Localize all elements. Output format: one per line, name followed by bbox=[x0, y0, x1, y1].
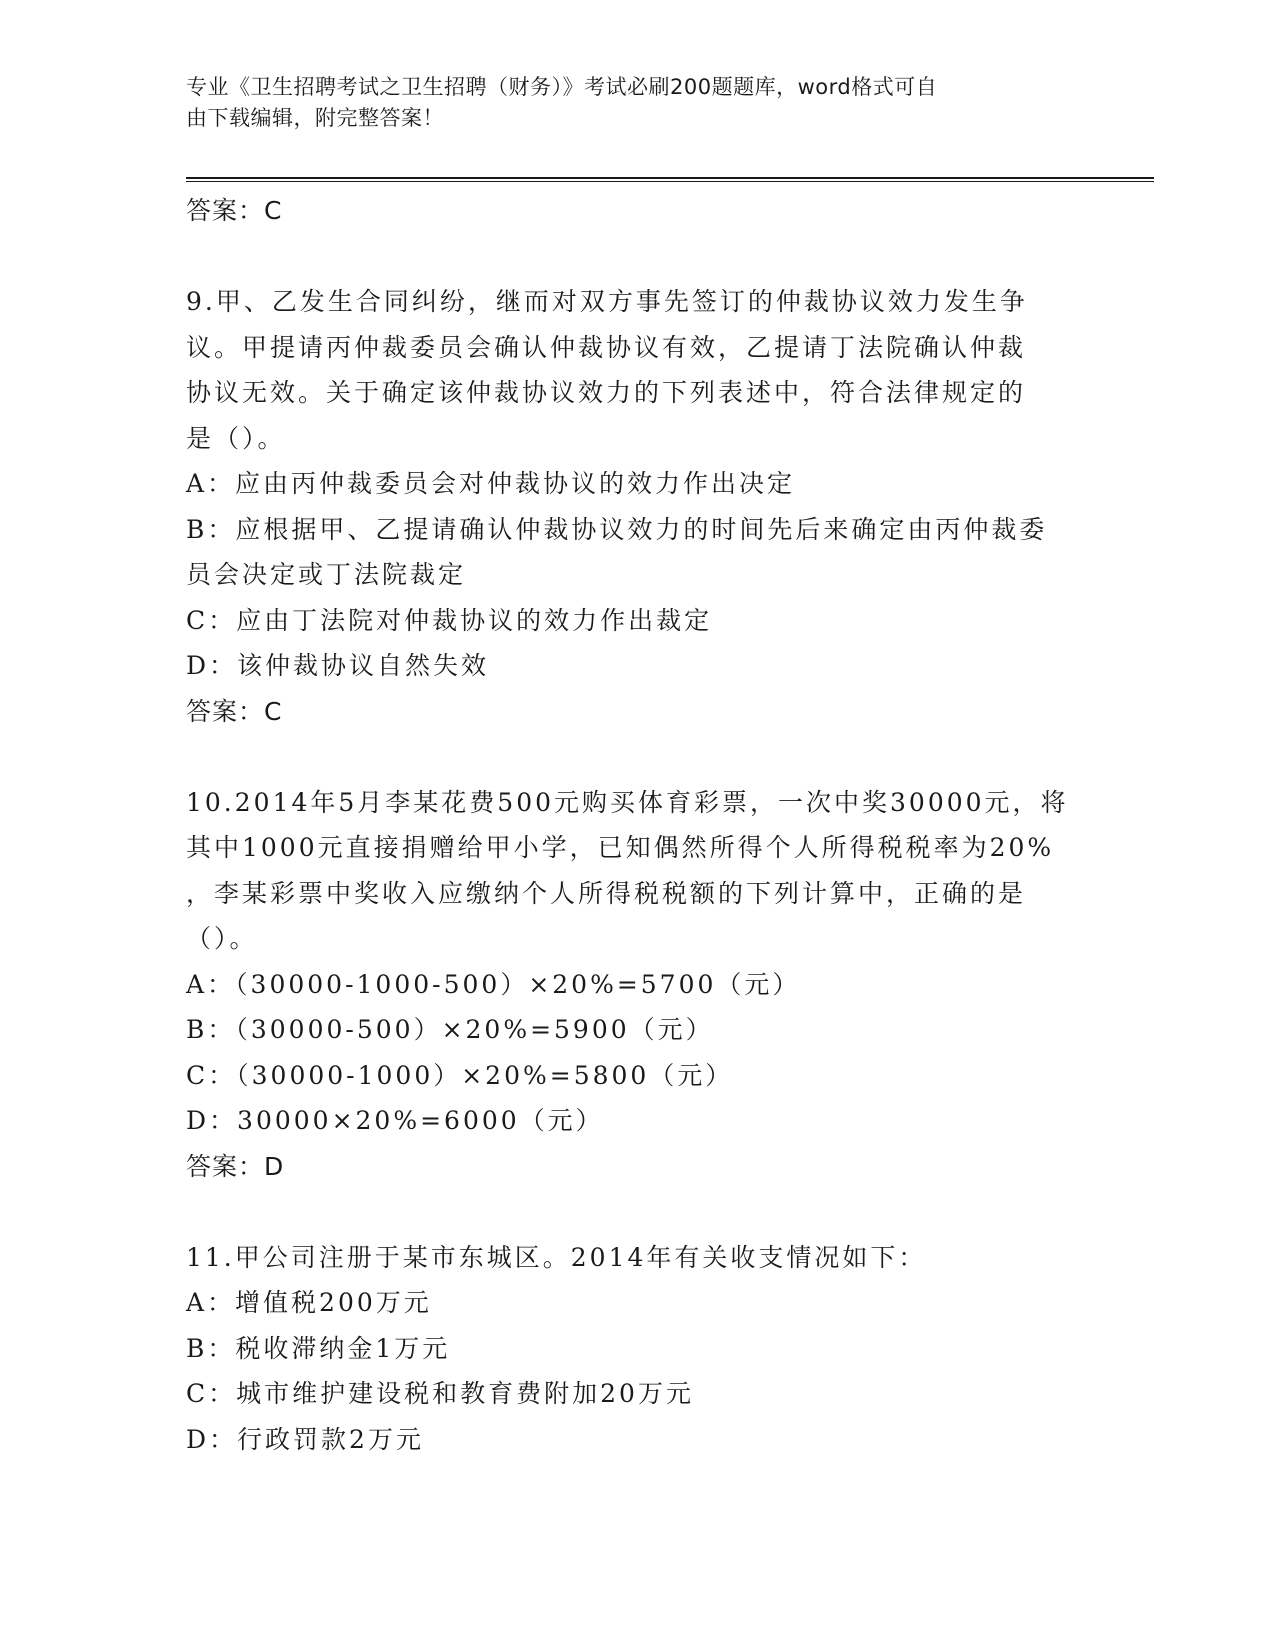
spacer bbox=[186, 234, 1086, 280]
option-a: A：增值税200万元 bbox=[186, 1288, 432, 1317]
option-b-continued: 员会决定或丁法院裁定 bbox=[186, 560, 467, 589]
header-divider bbox=[186, 177, 1154, 179]
spacer bbox=[186, 734, 1086, 780]
question-stem-line: 是（）。 bbox=[186, 423, 286, 453]
question-content bbox=[186, 188, 1086, 1462]
question-stem-line: 11.甲公司注册于某市东城区。2014年有关收支情况如下： bbox=[186, 1242, 927, 1272]
question-stem-line: 议。甲提请丙仲裁委员会确认仲裁协议有效，乙提请丁法院确认仲裁 bbox=[186, 332, 1027, 362]
answer: 答案：C bbox=[186, 696, 283, 726]
option-a: A：应由丙仲裁委员会对仲裁协议的效力作出决定 bbox=[186, 469, 796, 498]
header-divider-thin bbox=[186, 181, 1154, 182]
question-stem-line: （）。 bbox=[186, 924, 258, 953]
question-10 bbox=[186, 780, 1086, 1190]
option-d: D：行政罚款2万元 bbox=[186, 1424, 424, 1454]
option-d: D：30000×20%=6000（元） bbox=[186, 1106, 604, 1135]
option-b: B：税收滞纳金1万元 bbox=[186, 1333, 451, 1363]
option-b: B：应根据甲、乙提请确认仲裁协议效力的时间先后来确定由丙仲裁委 bbox=[186, 514, 1048, 544]
option-c: C：（30000-1000）×20%=5800（元） bbox=[186, 1060, 734, 1090]
question-stem-line: 其中1000元直接捐赠给甲小学，已知偶然所得个人所得税税率为20% bbox=[186, 833, 1055, 862]
option-b: B：（30000-500）×20%=5900（元） bbox=[186, 1015, 714, 1044]
question-stem-line: 协议无效。关于确定该仲裁协议效力的下列表述中，符合法律规定的 bbox=[186, 378, 1027, 407]
header-line-1: 专业《卫生招聘考试之卫生招聘（财务）》考试必刷200题题库，word格式可自 bbox=[186, 75, 938, 99]
question-stem-line: ，李某彩票中奖收入应缴纳个人所得税税额的下列计算中，正确的是 bbox=[186, 878, 1027, 908]
previous-answer: 答案：C bbox=[186, 196, 283, 225]
answer: 答案：D bbox=[186, 1151, 285, 1181]
document-header bbox=[186, 72, 1066, 134]
question-11 bbox=[186, 1235, 1086, 1463]
question-stem-line: 10.2014年5月李某花费500元购买体育彩票，一次中奖30000元，将 bbox=[186, 787, 1069, 817]
question-9 bbox=[186, 279, 1086, 734]
header-line-2: 由下载编辑，附完整答案！ bbox=[186, 106, 444, 130]
option-a: A：（30000-1000-500）×20%=5700（元） bbox=[186, 969, 801, 999]
option-d: D：该仲裁协议自然失效 bbox=[186, 651, 490, 680]
spacer bbox=[186, 1189, 1086, 1235]
question-stem-line: 9.甲、乙发生合同纠纷，继而对双方事先签订的仲裁协议效力发生争 bbox=[186, 287, 1028, 316]
option-c: C：城市维护建设税和教育费附加20万元 bbox=[186, 1379, 694, 1408]
option-c: C：应由丁法院对仲裁协议的效力作出裁定 bbox=[186, 605, 713, 635]
